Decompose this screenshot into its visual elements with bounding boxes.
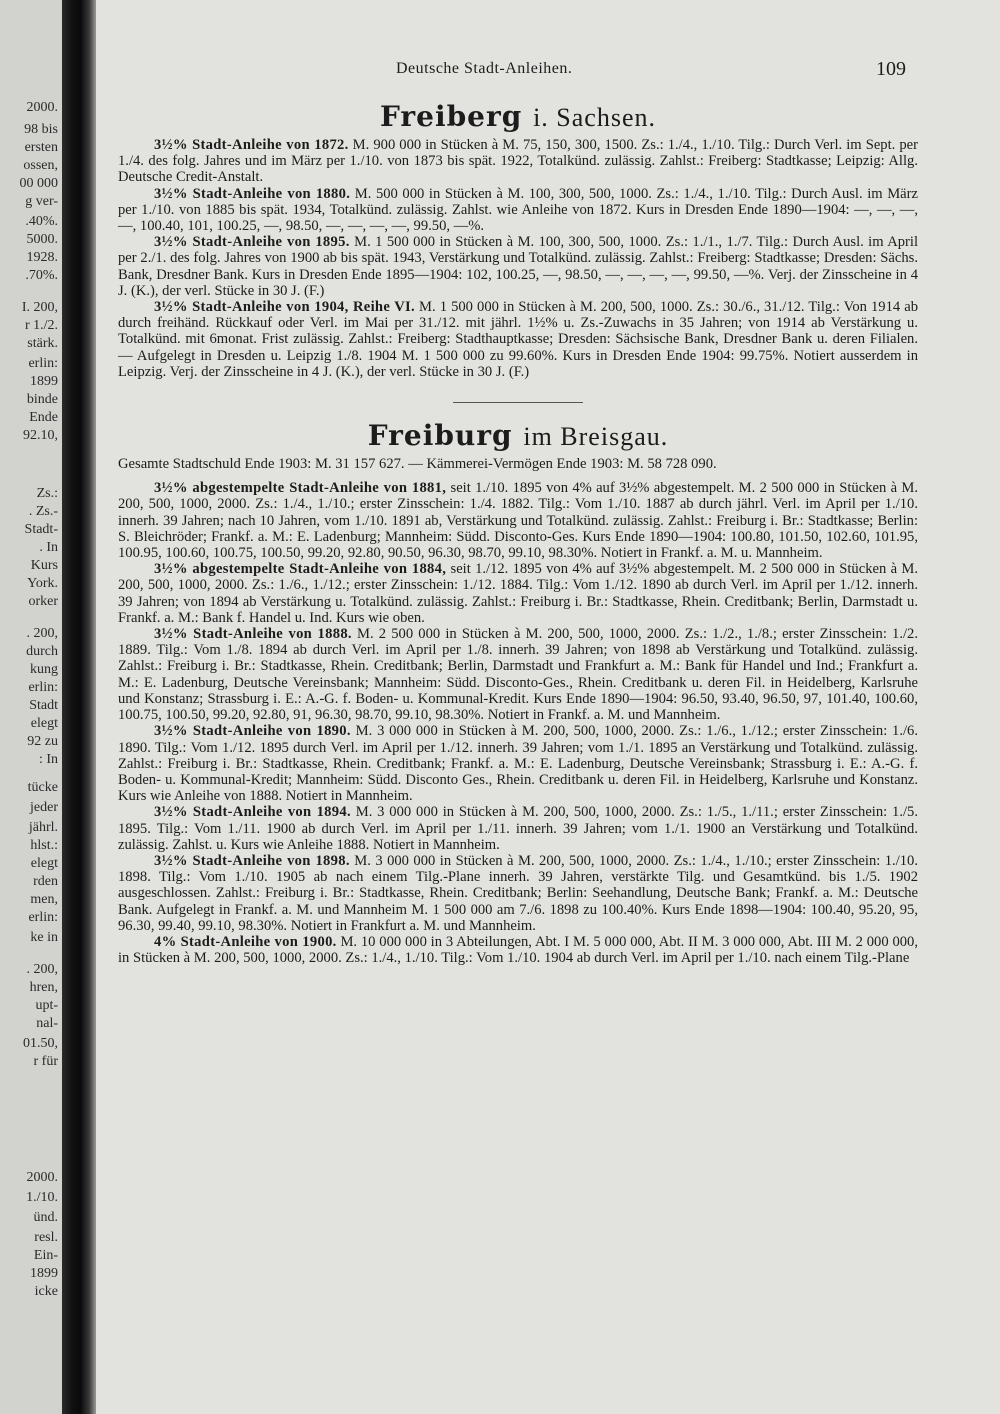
- page-content: [118, 102, 918, 966]
- city-subtitle: im Breisgau.: [523, 422, 669, 452]
- city-subtitle: i. Sachsen.: [533, 103, 656, 132]
- section-divider: [453, 402, 583, 403]
- bond-entry: [118, 561, 918, 626]
- adjacent-page-fragment: Zs.:: [36, 486, 58, 501]
- bond-entry: [118, 137, 918, 186]
- adjacent-page-fragment: nal-: [36, 1016, 58, 1031]
- bond-title: 3½% Stadt-Anleihe von 1880.: [154, 185, 351, 202]
- adjacent-page-fragment: 92 zu: [27, 734, 58, 749]
- adjacent-page-fragment: : In: [38, 752, 58, 767]
- adjacent-page-fragment: jährl.: [28, 820, 58, 835]
- adjacent-page-fragment: 1./10.: [26, 1190, 58, 1205]
- adjacent-page-fragment: upt-: [35, 998, 58, 1013]
- adjacent-page-fragment: ossen,: [23, 158, 58, 173]
- adjacent-page-fragment: Stadt: [29, 698, 58, 713]
- adjacent-page-fragment: ersten: [24, 140, 58, 155]
- bond-details: seit 1./10. 1895 von 4% auf 3½% abgestempelt. M. 2 500 000 in Stücken à M. 200, 500, 1000, 2000. Zs.: 1./4., 1./10.; erster Zinsschein: 1./4. 1882. Tilg.: Vom 1./10. 1887 ab durch jährl. Verl. im April per 1./10. innerh. 39 Jahren; nach 10 Jahren, vom 1./10. 1891 ab, Verstärkung und Totalkünd. zulässig. Zahlst.: Freiburg i. Br.: Stadtkasse; Berlin: S. Bleichröder; Frankf. a. M.: E. Ladenburg; Mannheim: Südd. Disconto-Ges. Kurs Ende 1890—1904: 100.80, 101.50, 102.60, 101.95, 100.95, 100.60, 100.75, 100.50, 99.20, 92.80, 90.50, 96.30, 98.70, 99.10, 98.30%. Notiert in Frankf. a. M. u. Mannheim.: [118, 480, 918, 562]
- adjacent-page-fragment: 01.50,: [23, 1036, 58, 1051]
- adjacent-page-fragment: Ende: [29, 410, 58, 425]
- adjacent-page-fragment: 1899: [30, 374, 58, 389]
- freiburg-entries: [118, 480, 918, 966]
- debt-summary: Gesamte Stadtschuld Ende 1903: M. 31 157 627. — Kämmerei-Vermögen Ende 1903: M. 58 728 090.: [118, 456, 717, 473]
- adjacent-page-fragment: 98 bis: [24, 122, 58, 137]
- adjacent-page-fragment: . In: [39, 540, 58, 555]
- bond-title: 3½% Stadt-Anleihe von 1895.: [154, 234, 350, 251]
- adjacent-page-fragment: 2000.: [26, 100, 58, 115]
- bond-details: seit 1./12. 1895 von 4% auf 3½% abgestempelt. M. 2 500 000 in Stücken à M. 200, 500, 1000, 2000. Zs.: 1./6., 1./12.; erster Zinsschein: 1./12. 1884. Tilg.: Vom 1./12. 1890 ab durch Verl. im April per 1./12. innerh. 39 Jahren; von 1894 ab Verstärkung u. Totalkünd. zulässig. Zahlst.: Freiburg i. Br.: Stadtkasse, Rhein. Creditbank; Berlin, Darmstadt u. Frankf. a. M.: Bank f. Handel u. Ind. Kurs wie oben.: [118, 561, 918, 626]
- bond-entry: [118, 186, 918, 235]
- adjacent-page-fragment: Kurs: [30, 558, 58, 573]
- adjacent-page-fragment: g ver-: [25, 194, 58, 209]
- adjacent-page-fragment: erlin:: [28, 356, 58, 371]
- adjacent-page-fragment: hren,: [29, 980, 58, 995]
- adjacent-page-fragment: ünd.: [33, 1210, 58, 1225]
- bond-details: M. 500 000 in Stücken à M. 100, 300, 500, 1000. Zs.: 1./4., 1./10. Tilg.: Durch Ausl. im März per 1./10. von 1885 bis spät. 1934, Totalkünd. zulässig. Zahlst. wie Anleihe von 1872. Kurs in Dresden Ende 1890—1904: —, —, —, —, 100.40, 101, 100.25, —, 98.50, —, —, —, —, 99.50, —%.: [118, 185, 918, 235]
- adjacent-page-fragment: . 200,: [26, 962, 58, 977]
- bond-entry: [118, 234, 918, 299]
- book-gutter: [62, 0, 96, 1414]
- bond-title: 3½% Stadt-Anleihe von 1888.: [154, 626, 352, 643]
- freiberg-entries: [118, 137, 918, 380]
- adjacent-page-strip: [0, 0, 62, 1414]
- bond-details: M. 900 000 in Stücken à M. 75, 150, 300, 1500. Zs.: 1./4., 1./10. Tilg.: Durch Verl. im Sept. per 1./4. des folg. Jahres und im März per 1./10. von 1873 bis spät. 1922, Totalkünd. zulässig. Zahlst.: Freiberg: Stadtkasse; Leipzig: Allg. Deutsche Credit-Anstalt.: [118, 137, 918, 186]
- adjacent-page-fragment: binde: [26, 392, 58, 407]
- adjacent-page-fragment: r 1./2.: [24, 318, 58, 333]
- bond-details: M. 3 000 000 in Stücken à M. 200, 500, 1000, 2000. Zs.: 1./4., 1./10.; erster Zinsschein: 1./10. 1898. Tilg.: Vom 1./10. 1905 ab nach einem Tilg.-Plane innerh. 39 Jahren, verstärkte Tilg. und Gesamtkünd. bis 1./5. 1902 ausgeschlossen. Zahlst.: Freiburg i. Br.: Stadtkasse, Rhein. Creditbank; Berlin: Seehandlung, Deutsche Bank; Frankf. a. M.: Deutsche Bank. Aufgelegt in Frankf. a. M. und Mannheim M. 1 500 000 am 7./6. 1898 zu 100.40%. Kurs Ende 1898—1904: 100.40, 95.20, 95, 96.30, 99.40, 99.10, 98.30%. Notiert in Frankfurt a. M. und Mannheim.: [118, 852, 919, 934]
- bond-entry: [118, 480, 918, 561]
- adjacent-page-fragment: .70%.: [25, 268, 58, 283]
- adjacent-page-fragment: 1928.: [26, 250, 58, 265]
- bond-title: 3½% Stadt-Anleihe von 1904, Reihe VI.: [154, 299, 415, 316]
- adjacent-page-fragment: . Zs.-: [28, 504, 58, 519]
- section-heading-freiburg: [118, 421, 918, 452]
- bond-entry: [118, 934, 918, 966]
- bond-title: 3½% Stadt-Anleihe von 1898.: [154, 852, 350, 869]
- bond-details: M. 3 000 000 in Stücken à M. 200, 500, 1000, 2000. Zs.: 1./6., 1./12.; erster Zinsschein: 1./6. 1890. Tilg.: Vom 1./12. 1895 durch Verl. im April per 1./12. innerh. 39 Jahren; vom 1./1. 1895 an Verstärkung und Totalkünd. zulässig. Zahlst.: Freiburg i. Br.: Stadtkasse, Rhein. Creditbank; Frankf. a. M.: E. Ladenburg, Deutsche Vereinsbank; Strassburg i. E.: A.-G. f. Boden- u. Kommunal-Kredit; Mannheim: Südd. Disconto Ges., Rhein. Creditbank u. deren Fil. in Heidelberg, Karlsruhe und Konstanz. Kurs wie Anleihe von 1888. Notiert in Mannheim.: [118, 723, 919, 805]
- bond-details: M. 10 000 000 in 3 Abteilungen, Abt. I M. 5 000 000, Abt. II M. 3 000 000, Abt. III M. 2 000 000, in Stücken à M. 200, 500, 1000, 2000. Zs.: 1./4., 1./10. Tilg.: Vom 1./10. 1904 ab durch Verl. im April per 1./10. nach einem Tilg.-Plane: [118, 933, 918, 967]
- bond-entry: [118, 723, 918, 804]
- adjacent-page-fragment: ke in: [30, 930, 58, 945]
- adjacent-page-fragment: 5000.: [26, 232, 58, 247]
- bond-entry: [118, 804, 918, 853]
- bond-details: M. 3 000 000 in Stücken à M. 200, 500, 1000, 2000. Zs.: 1./5., 1./11.; erster Zinsschein: 1./5. 1895. Tilg.: Vom 1./11. 1900 ab durch Verl. im April per 1./11. innerh. 39 Jahren; vom 1./1. 1900 an Verstärkung und Totalkünd. zulässig. Zahlst. u. Kurs wie Anleihe 1888. Notiert in Mannheim.: [118, 804, 918, 853]
- bond-entry: [118, 299, 918, 380]
- adjacent-page-fragment: jeder: [30, 800, 58, 815]
- bond-title: 3½% abgestempelte Stadt-Anleihe von 1881,: [154, 480, 447, 497]
- adjacent-page-fragment: kung: [30, 662, 58, 677]
- adjacent-page-fragment: tücke: [27, 780, 58, 795]
- adjacent-page-fragment: r für: [33, 1054, 58, 1069]
- adjacent-page-fragment: resl.: [34, 1230, 58, 1245]
- city-name: Freiberg: [380, 100, 523, 133]
- bond-title: 4% Stadt-Anleihe von 1900.: [154, 933, 337, 950]
- adjacent-page-fragment: elegt: [30, 716, 58, 731]
- adjacent-page-fragment: York.: [27, 576, 58, 591]
- bond-entry: [118, 626, 918, 723]
- bond-title: 3½% Stadt-Anleihe von 1894.: [154, 804, 351, 821]
- city-name: Freiburg: [367, 419, 513, 453]
- adjacent-page-fragment: 92.10,: [23, 428, 58, 443]
- adjacent-page-fragment: rden: [33, 874, 58, 889]
- bond-entry: [118, 853, 918, 934]
- adjacent-page-fragment: durch: [26, 644, 58, 659]
- adjacent-page-fragment: erlin:: [28, 680, 58, 695]
- adjacent-page-fragment: I. 200,: [21, 300, 58, 315]
- adjacent-page-fragment: hlst.:: [30, 838, 58, 853]
- adjacent-page-fragment: men,: [30, 892, 58, 907]
- adjacent-page-fragment: Stadt-: [24, 522, 58, 537]
- bond-details: M. 1 500 000 in Stücken à M. 100, 300, 500, 1000. Zs.: 1./1., 1./7. Tilg.: Durch Ausl. im April per 2./1. des folg. Jahres von 1900 ab bis spät. 1943, Verstärkung und Totalkünd. zulässig. Zahlst.: Freiberg: Stadtkasse; Dresden: Sächs. Bank, Dresdner Bank. Kurs in Dresden Ende 1895—1904: 102, 100.25, —, 98.50, —, —, —, —, 99.50, —%. Verj. der Zinsscheine in 4 J. (K.), der verl. Stücke in 30 J. (F.): [118, 234, 919, 299]
- bond-title: 3½% Stadt-Anleihe von 1872.: [154, 137, 349, 153]
- section-heading-freiberg: [118, 102, 918, 133]
- adjacent-page-fragment: 1899: [30, 1266, 58, 1281]
- adjacent-page-fragment: orker: [28, 594, 58, 609]
- page-number: 109: [876, 58, 906, 80]
- adjacent-page-fragment: Ein-: [33, 1248, 58, 1263]
- adjacent-page-fragment: icke: [34, 1284, 58, 1299]
- bond-details: M. 1 500 000 in Stücken à M. 200, 500, 1000. Zs.: 30./6., 31./12. Tilg.: Von 1914 ab durch freihänd. Rückkauf oder Verl. im Mai per 31./12. mit jährl. 1½% u. Zs.-Zuwachs in 35 Jahren; von 1914 ab Verstärkung u. Totalkünd. mit 6monat. Frist zulässig. Zahlst.: Freiberg: Stadthauptkasse; Dresden: Sächsische Bank, Dresdner Bank u. deren Filialen. — Aufgelegt in Dresden u. Leipzig 1./8. 1904 M. 1 500 000 zu 99.60%. Kurs in Dresden Ende 1904: 99.75%. Notiert ausserdem in Leipzig. Verj. der Zinsscheine in 4 J. (K.), der verl. Stücke in 30 J. (F.): [118, 299, 919, 380]
- running-title: Deutsche Stadt-Anleihen.: [396, 60, 573, 77]
- page: [96, 0, 1000, 1414]
- bond-title: 3½% Stadt-Anleihe von 1890.: [154, 723, 351, 740]
- adjacent-page-fragment: . 200,: [26, 626, 58, 641]
- adjacent-page-fragment: 2000.: [26, 1170, 58, 1185]
- adjacent-page-fragment: stärk.: [27, 336, 58, 351]
- adjacent-page-fragment: 00 000: [19, 176, 58, 191]
- adjacent-page-fragment: elegt: [30, 856, 58, 871]
- bond-title: 3½% abgestempelte Stadt-Anleihe von 1884,: [154, 561, 447, 578]
- bond-details: M. 2 500 000 in Stücken à M. 200, 500, 1000, 2000. Zs.: 1./2., 1./8.; erster Zinsschein: 1./2. 1889. Tilg.: Vom 1./8. 1894 ab durch Verl. im April per 1./8. innerh. 39 Jahren; von 1898 ab Verstärkung und Totalkünd. zulässig. Zahlst.: Freiburg i. Br.: Stadtkasse, Rhein. Creditbank; Berlin, Darmstadt und Frankfurt a. M.: Bank für Handel und Ind.; Frankfurt a. M.: E. Ladenburg, Deutsche Vereinsbank; Mannheim: Südd. Disconto-Ges., Rhein. Creditbank u. deren Fil. in Heidelberg, Karlsruhe und Konstanz; Strassburg i. E.: A.-G. f. Boden- u. Kommunal-Kredit. Kurs Ende 1890—1904: 96.50, 93.40, 96.50, 97, 101.40, 100.60, 100.75, 100.50, 99.20, 92.80, 91, 96.30, 98.70, 99.10, 98.30%. Notiert in Frankf. a. M. und Mannheim.: [118, 626, 918, 724]
- adjacent-page-fragment: erlin:: [28, 910, 58, 925]
- adjacent-page-fragment: .40%.: [25, 214, 58, 229]
